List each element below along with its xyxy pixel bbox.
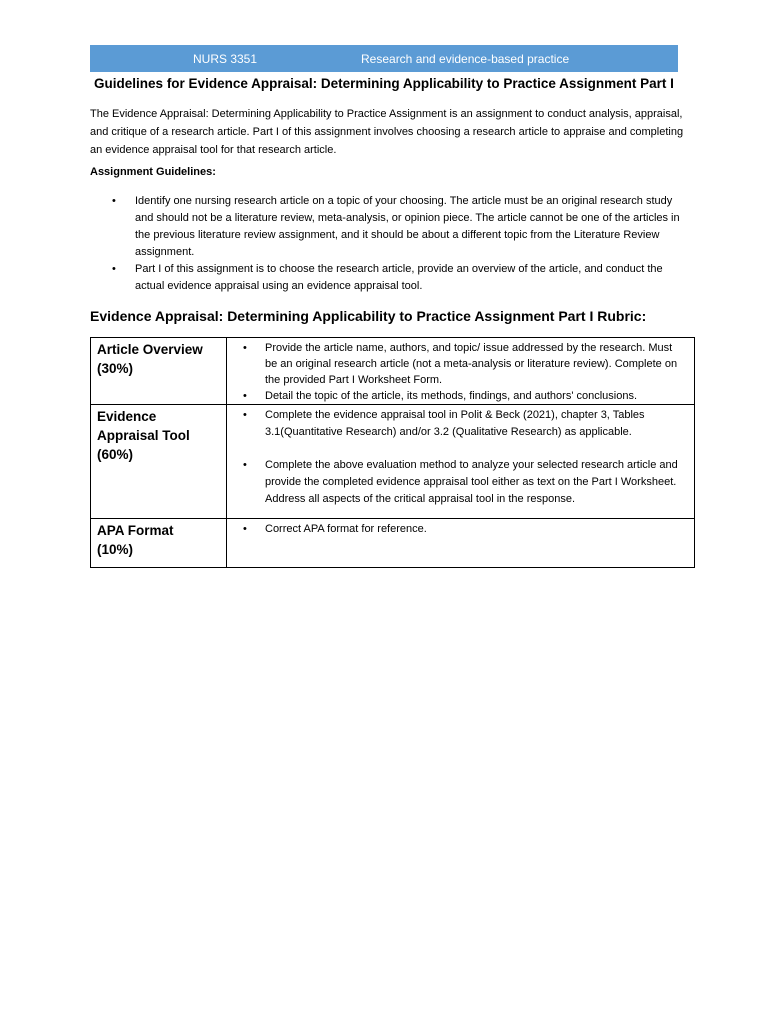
guidelines-list xyxy=(90,193,690,295)
criterion-cell xyxy=(91,405,227,519)
bullet-icon: • xyxy=(243,390,247,402)
bullet-icon: • xyxy=(243,523,247,535)
bullet-icon: • xyxy=(243,342,247,354)
table-row xyxy=(91,405,695,519)
list-item xyxy=(227,457,686,508)
criterion-name: Evidence Appraisal Tool xyxy=(97,409,190,443)
requirements-cell xyxy=(227,338,695,405)
requirement-text: Detail the topic of the article, its methods, findings, and authors' conclusions. xyxy=(265,390,638,402)
intro-paragraph: The Evidence Appraisal: Determining Applicability to Practice Assignment is an assignment to conduct analysis, appraisal, and critique of a research article. Part I of this assignment involves choosing a research article to appraise and completing an evidence appraisal tool for that research article. xyxy=(90,108,684,156)
list-item xyxy=(90,193,690,261)
list-item xyxy=(227,407,686,441)
rubric-table xyxy=(90,337,695,568)
bullet-icon: • xyxy=(243,409,247,421)
requirement-text: Complete the above evaluation method to analyze your selected research article and provide the completed evidence appraisal tool either as text on the Part I Worksheet. Address all aspects of the critical appraisal tool in the response. xyxy=(265,459,678,505)
requirement-text: Provide the article name, authors, and topic/ issue addressed by the research. Must be an original research article (not a meta-analysis or literature review). Complete on the provided Part I Worksheet Form. xyxy=(265,342,678,386)
table-row xyxy=(91,338,695,405)
bullet-icon: • xyxy=(112,195,116,207)
criterion-name: APA Format xyxy=(97,523,174,538)
bullet-icon: • xyxy=(243,459,247,471)
list-item xyxy=(227,340,686,388)
criterion-name: Article Overview xyxy=(97,342,203,357)
requirements-cell xyxy=(227,519,695,568)
list-item xyxy=(90,261,690,295)
criterion-cell xyxy=(91,519,227,568)
criterion-weight: (10%) xyxy=(97,542,134,557)
table-row xyxy=(91,519,695,568)
requirements-cell xyxy=(227,405,695,519)
guidelines-heading: Assignment Guidelines: xyxy=(90,166,216,178)
bullet-icon: • xyxy=(112,263,116,275)
criterion-weight: (60%) xyxy=(97,447,134,462)
header-bar xyxy=(90,45,678,72)
rubric-heading: Evidence Appraisal: Determining Applicability to Practice Assignment Part I Rubric: xyxy=(90,308,647,324)
course-subject: Research and evidence-based practice xyxy=(361,52,570,66)
requirement-text: Correct APA format for reference. xyxy=(265,523,427,535)
list-item xyxy=(227,388,686,404)
document-title: Guidelines for Evidence Appraisal: Determining Applicability to Practice Assignment Part I xyxy=(94,76,674,91)
list-item xyxy=(227,521,686,537)
requirement-text: Complete the evidence appraisal tool in Polit & Beck (2021), chapter 3, Tables 3.1(Quantitative Research) and/or 3.2 (Qualitative Research) as applicable. xyxy=(265,409,645,438)
guideline-text: Identify one nursing research article on a topic of your choosing. The article must be an original research study and should not be a literature review, meta-analysis, or opinion piece. The article cannot be one of the articles in the previous literature review assignment, and it should be about a different topic from the Literature Review assignment. xyxy=(135,195,680,258)
guideline-text: Part I of this assignment is to choose the research article, provide an overview of the article, and conduct the actual evidence appraisal using an evidence appraisal tool. xyxy=(135,263,663,292)
criterion-cell xyxy=(91,338,227,405)
criterion-weight: (30%) xyxy=(97,361,134,376)
course-code: NURS 3351 xyxy=(193,52,258,66)
